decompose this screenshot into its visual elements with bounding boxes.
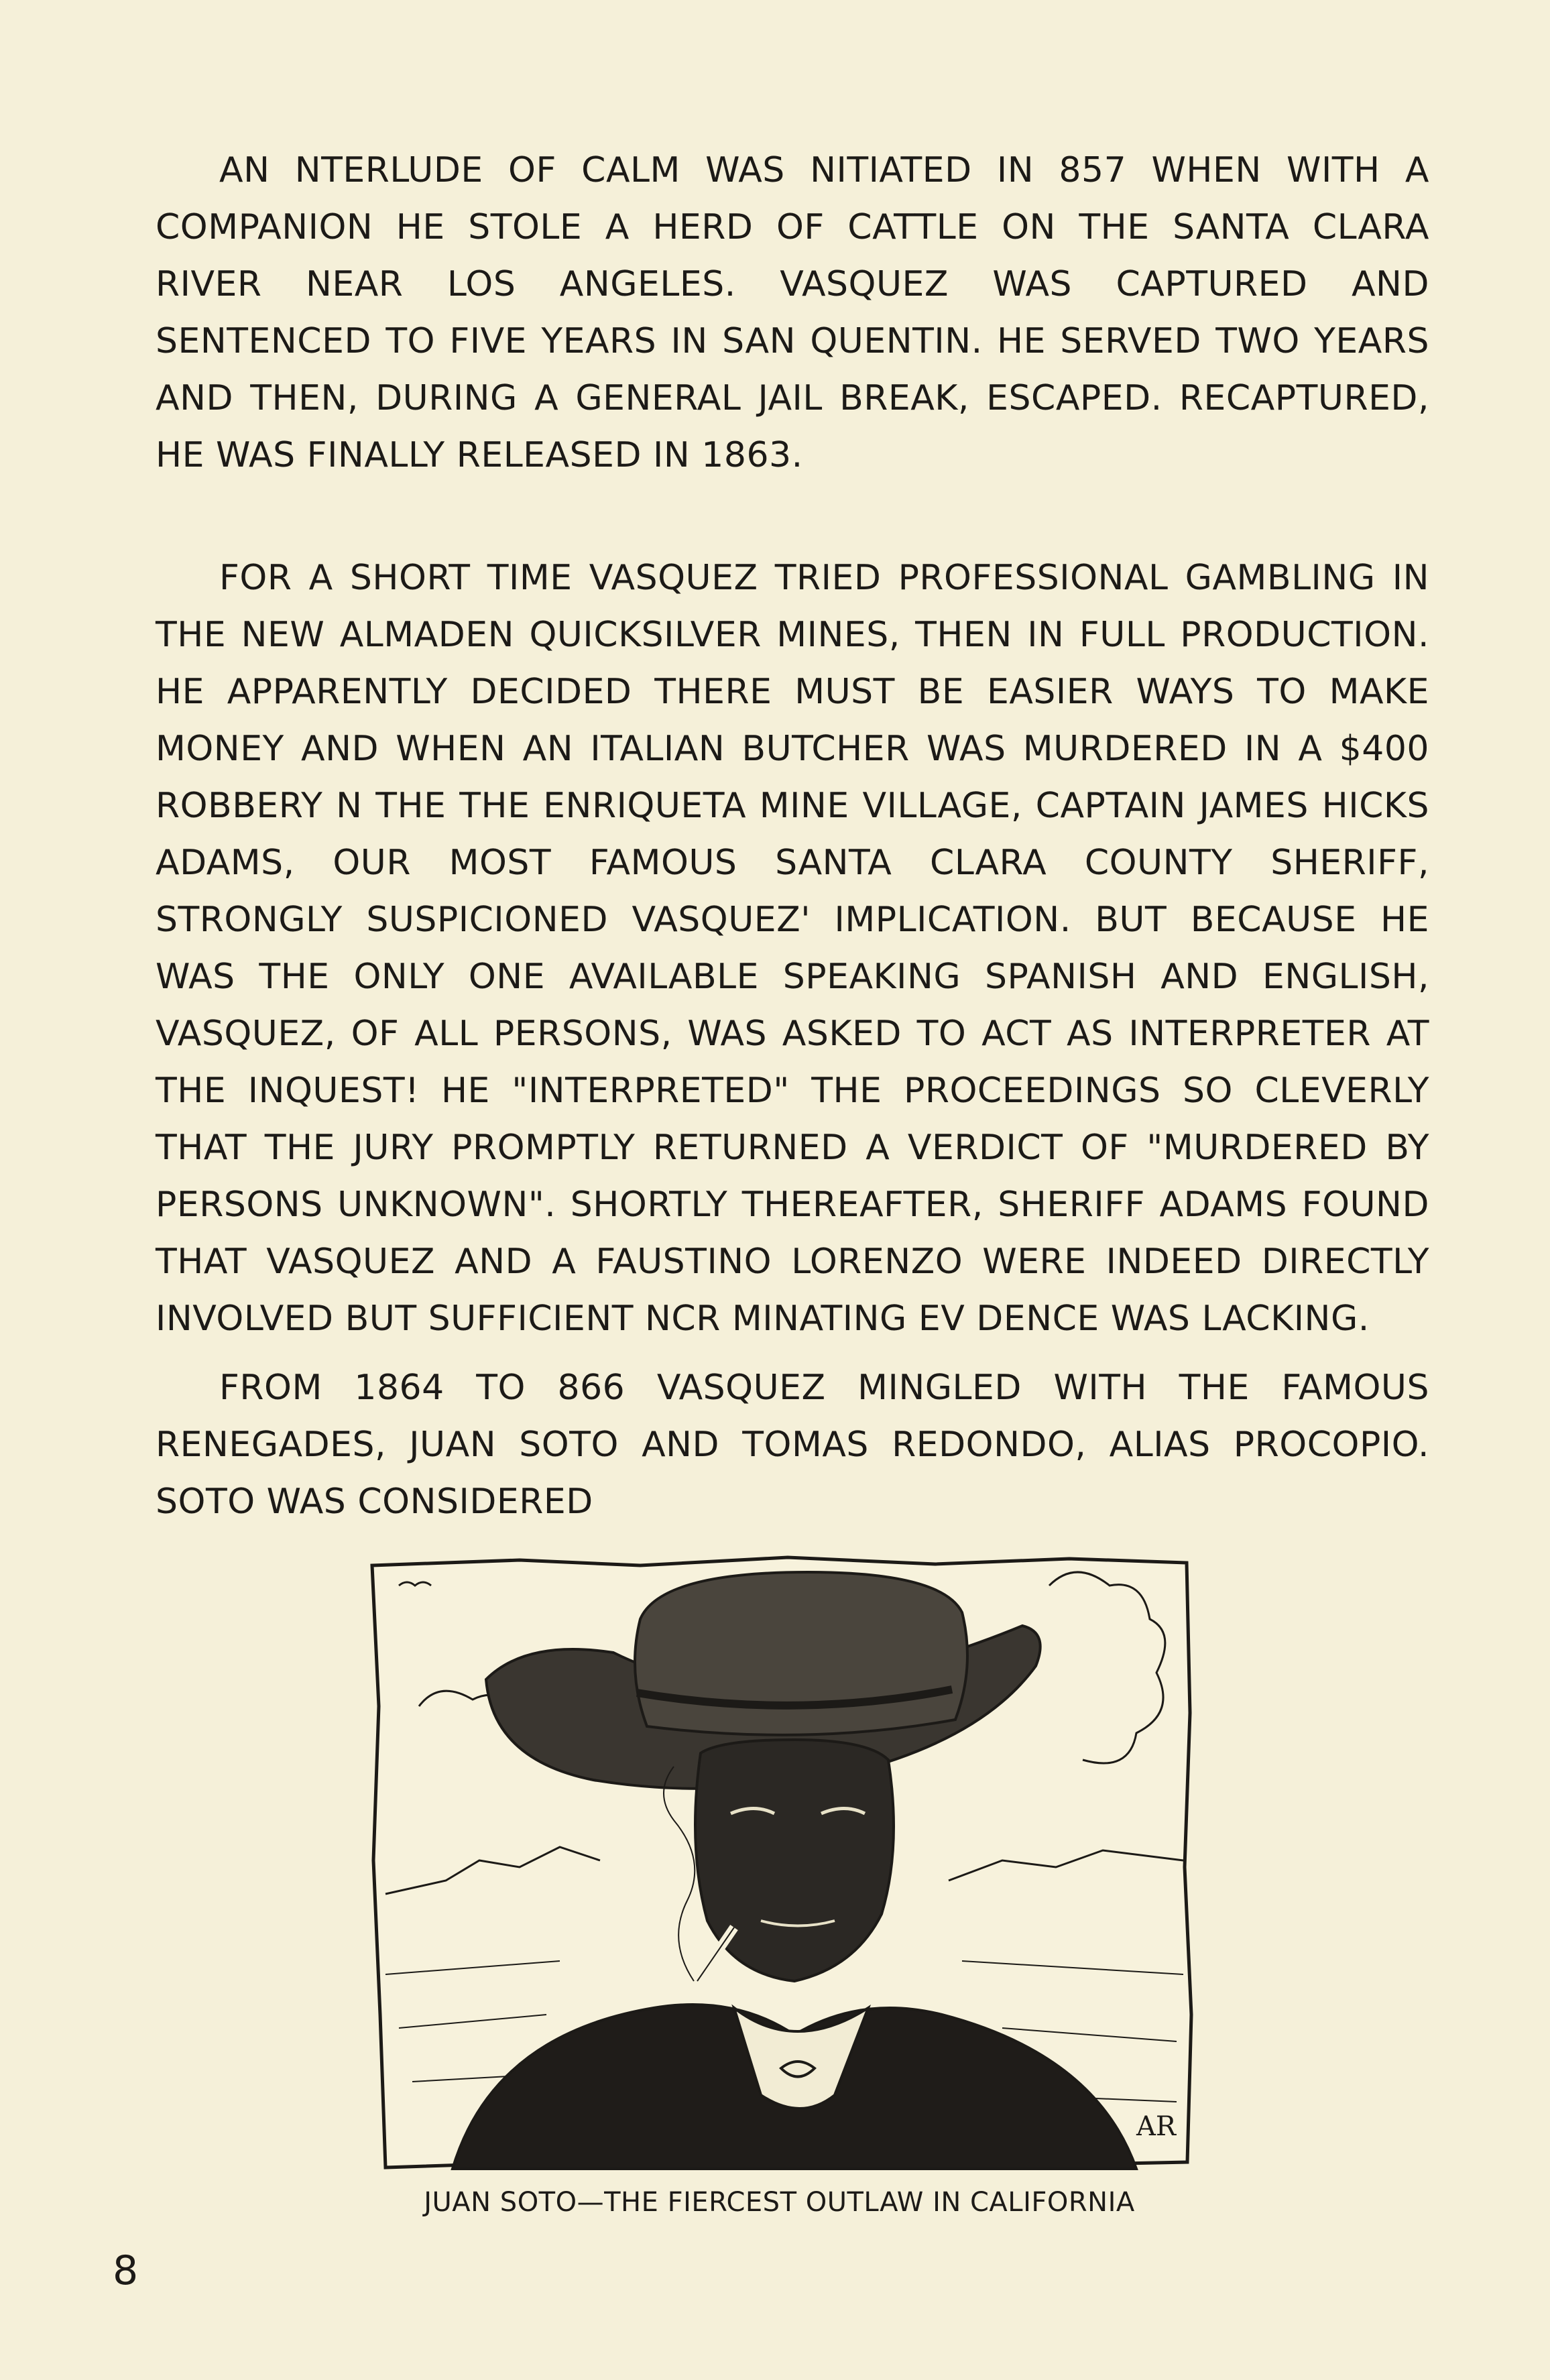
paragraph-2 — [156, 550, 1429, 1348]
paragraph-1 — [156, 142, 1429, 484]
paragraph-1-text: AN NTERLUDE OF CALM WAS NITIATED IN 857 WHEN WITH A COMPANION HE STOLE A HERD OF CATTLE ON THE SANTA CLARA RIVER NEAR LOS ANGELES. VASQUEZ WAS CAPTURED AND SENTENCED TO FIVE YEARS IN SAN QUENTIN. HE SERVED TWO YEARS AND THEN, DURING A GENERAL JAIL BREAK, ESCAPED. RECAPTURED, HE WAS FINALLY RELEASED IN 1863. — [156, 150, 1429, 475]
paragraph-3 — [156, 1360, 1429, 1531]
paragraph-2-text: FOR A SHORT TIME VASQUEZ TRIED PROFESSIONAL GAMBLING IN THE NEW ALMADEN QUICKSILVER MINES, THEN IN FULL PRODUCTION. HE APPARENTLY DECIDED THERE MUST BE EASIER WAYS TO MAKE MONEY AND WHEN AN ITALIAN BUTCHER WAS MURDERED IN A $400 ROBBERY N THE THE ENRIQUETA MINE VILLAGE, CAPTAIN JAMES HICKS ADAMS, OUR MOST FAMOUS SANTA CLARA COUNTY SHERIFF, STRONGLY SUSPICIONED VASQUEZ' IMPLICATION. BUT BECAUSE HE WAS THE ONLY ONE AVAILABLE SPEAKING SPANISH AND ENGLISH, VASQUEZ, OF ALL PERSONS, WAS ASKED TO ACT AS INTERPRETER AT THE INQUEST! HE "INTERPRETED" THE PROCEEDINGS SO CLEVERLY THAT THE JURY PROMPTLY RETURNED A VERDICT OF "MURDERED BY PERSONS UNKNOWN". SHORTLY THEREAFTER, SHERIFF ADAMS FOUND THAT VASQUEZ AND A FAUSTINO LORENZO WERE INDEED DIRECTLY INVOLVED BUT SUFFICIENT NCR MINATING EV DENCE WAS LACKING. — [156, 558, 1429, 1339]
illustration-caption: JUAN SOTO—THE FIERCEST OUTLAW IN CALIFORNIA — [424, 2187, 1135, 2218]
outlaw-portrait-illustration — [359, 1545, 1200, 2176]
paragraph-3-text: FROM 1864 TO 866 VASQUEZ MINGLED WITH THE FAMOUS RENEGADES, JUAN SOTO AND TOMAS REDONDO, ALIAS PROCOPIO. SOTO WAS CONSIDERED — [156, 1368, 1429, 1522]
page-number: 8 — [113, 2247, 139, 2294]
artist-signature: AR — [1136, 2111, 1177, 2142]
hat-crown — [635, 1572, 967, 1735]
